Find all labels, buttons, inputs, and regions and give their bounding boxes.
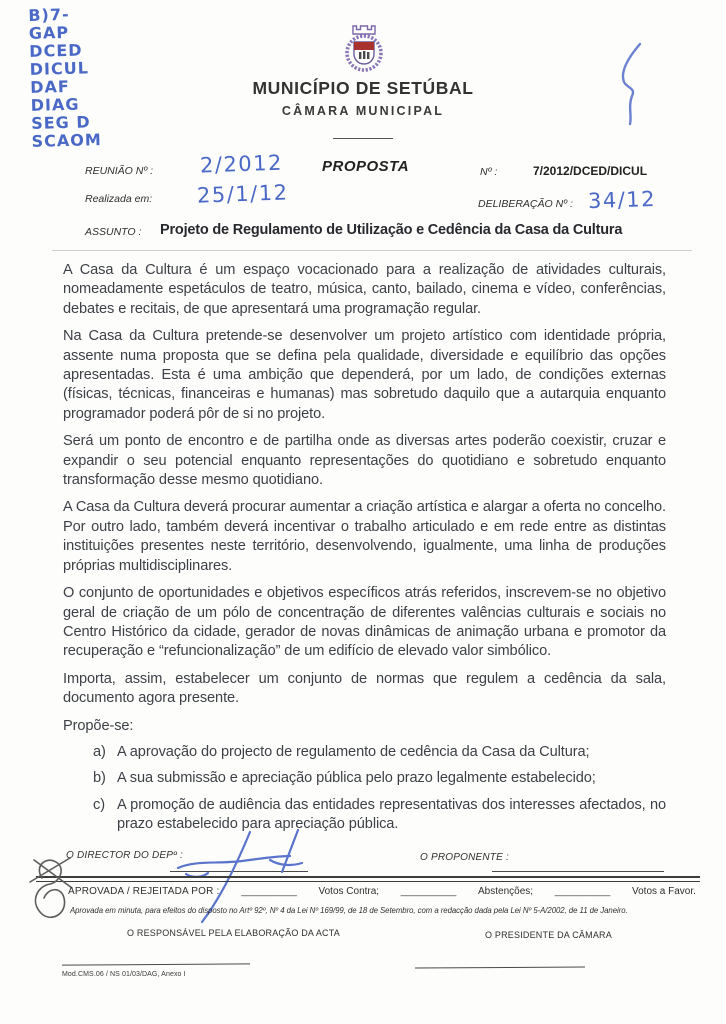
item-marker: c): [93, 796, 105, 813]
item-text: A aprovação do projecto de regulamento de cedência da Casa da Cultura;: [117, 743, 590, 760]
approval-label: APROVADA / REJEITADA POR :: [68, 886, 220, 897]
document-body: [63, 261, 666, 842]
routing-entry: B)7-: [28, 4, 70, 25]
body-paragraph: O conjunto de oportunidades e objetivos específicos atrás referidos, inscrevem-se no objetivo geral de criação de um pólo de concentração de diferentes valências culturais e sociais no Centro Histórico da cidade, gerador de novas dinâmicas de animação urbana e promotor da recuperação e “refuncionalização” de um edifício de elevado valor simbólico.: [63, 585, 666, 660]
footer-double-rule: [36, 876, 700, 882]
votes-against-label: Votos Contra;: [318, 886, 380, 897]
numero-value: 7/2012/DCED/DICUL: [533, 164, 648, 178]
proponente-label: O PROPONENTE :: [420, 852, 509, 863]
body-paragraph: Será um ponto de encontro e de partilha onde as diversas artes poderão coexistir, cruzar e expandir o seu potencial enquanto representações do quotidiano e sobretudo enquanto transformação desse mesmo quotidiano.: [63, 433, 666, 489]
municipal-crest-icon: [341, 18, 387, 78]
votes-against-blank: __________: [241, 886, 297, 897]
proponente-signature-line: [492, 871, 664, 872]
proposal-item-a: [63, 743, 666, 762]
proposta-title: PROPOSTA: [322, 158, 410, 175]
routing-entry: DAF: [29, 76, 71, 97]
numero-label: Nº :: [480, 166, 498, 178]
proposal-item-b: [63, 769, 666, 788]
header-divider: [333, 138, 393, 139]
routing-entry: DICUL: [29, 58, 90, 79]
abstentions-label: Abstenções;: [478, 886, 534, 897]
deliberacao-value-handwritten: 34/12: [587, 186, 657, 214]
item-text: A sua submissão e apreciação pública pelo prazo legalmente estabelecido;: [117, 770, 596, 787]
body-paragraph: Importa, assim, estabelecer um conjunto de normas que regulem a cedência da sala, documento agora presente.: [63, 670, 666, 707]
votes-favor-blank: __________: [554, 886, 611, 897]
form-reference: Mod.CMS.06 / NS 01/03/DAG, Anexo I: [62, 971, 186, 978]
minuta-note: Aprovada em minuta, para efeitos do disposto no Artº 92º, Nº 4 da Lei Nº 169/99, de 18 de Setembro, com a redacção dada pela Lei Nº 5-A/2002, de 11 de Janeiro.: [70, 906, 628, 915]
body-paragraph: Na Casa da Cultura pretende-se desenvolver um projeto artístico com identidade própria, assente numa proposta que se defina pela qualidade, diversidade e equilíbrio das opções apresentadas. Esta é uma ambição que dependerá, por um lado, de condições externas (físicas, técnicas, financeiras e humanas) mas sobretudo daquilo que a autarquia enquanto programador poderá pôr de si no projeto.: [63, 328, 666, 422]
responsavel-signature-line: [62, 963, 250, 965]
assunto-divider: [52, 250, 692, 251]
assunto-label: ASSUNTO :: [85, 226, 142, 238]
abstentions-blank: __________: [400, 886, 457, 897]
item-text: A promoção de audiência das entidades representativas dos interesses afectados, no prazo estabelecido para apreciação pública.: [117, 796, 666, 833]
approval-row: [68, 886, 696, 897]
body-paragraph: A Casa da Cultura é um espaço vocacionado para a realização de atividades culturais, nomeadamente espetáculos de teatro, música, canto, bailado, cinema e vídeo, conferências, debates e recitais, de que apresentará uma programação regular.: [63, 262, 666, 317]
realizada-label: Realizada em:: [85, 193, 153, 205]
responsavel-label: O RESPONSÁVEL PELA ELABORAÇÃO DA ACTA: [127, 928, 340, 938]
routing-entry: DCED: [29, 40, 83, 61]
votes-favor-label: Votos a Favor.: [632, 886, 696, 897]
routing-entry: DIAG: [30, 94, 80, 115]
council-subtitle: CÂMARA MUNICIPAL: [281, 104, 445, 118]
realizada-value-handwritten: 25/1/12: [196, 180, 289, 208]
item-marker: a): [93, 743, 106, 760]
reuniao-label: REUNIÃO Nº :: [85, 165, 154, 177]
presidente-signature-line: [415, 967, 585, 969]
director-label: O DIRECTOR DO DEPº :: [66, 850, 183, 861]
routing-entry: SCAOM: [31, 130, 103, 151]
routing-entry: GAP: [28, 22, 70, 43]
propose-heading: Propõe-se:: [63, 717, 134, 734]
municipality-title: MUNICÍPIO DE SETÚBAL: [252, 78, 474, 98]
reuniao-value-handwritten: 2/2012: [199, 150, 284, 178]
presidente-label: O PRESIDENTE DA CÂMARA: [485, 930, 612, 940]
deliberacao-label: DELIBERAÇÃO Nº :: [478, 198, 573, 210]
assunto-value: Projeto de Regulamento de Utilização e Cedência da Casa da Cultura: [160, 222, 623, 238]
routing-entry: SEG D: [30, 112, 91, 133]
body-paragraph: A Casa da Cultura deverá procurar aumentar a criação artística e alargar a oferta no concelho. Por outro lado, também deverá incentivar o trabalho articulado e em rede entre as distintas instituições presentes neste território, desenvolvendo, igualmente, uma linha de produções próprias multidisciplinares.: [63, 499, 666, 574]
item-marker: b): [93, 770, 106, 787]
